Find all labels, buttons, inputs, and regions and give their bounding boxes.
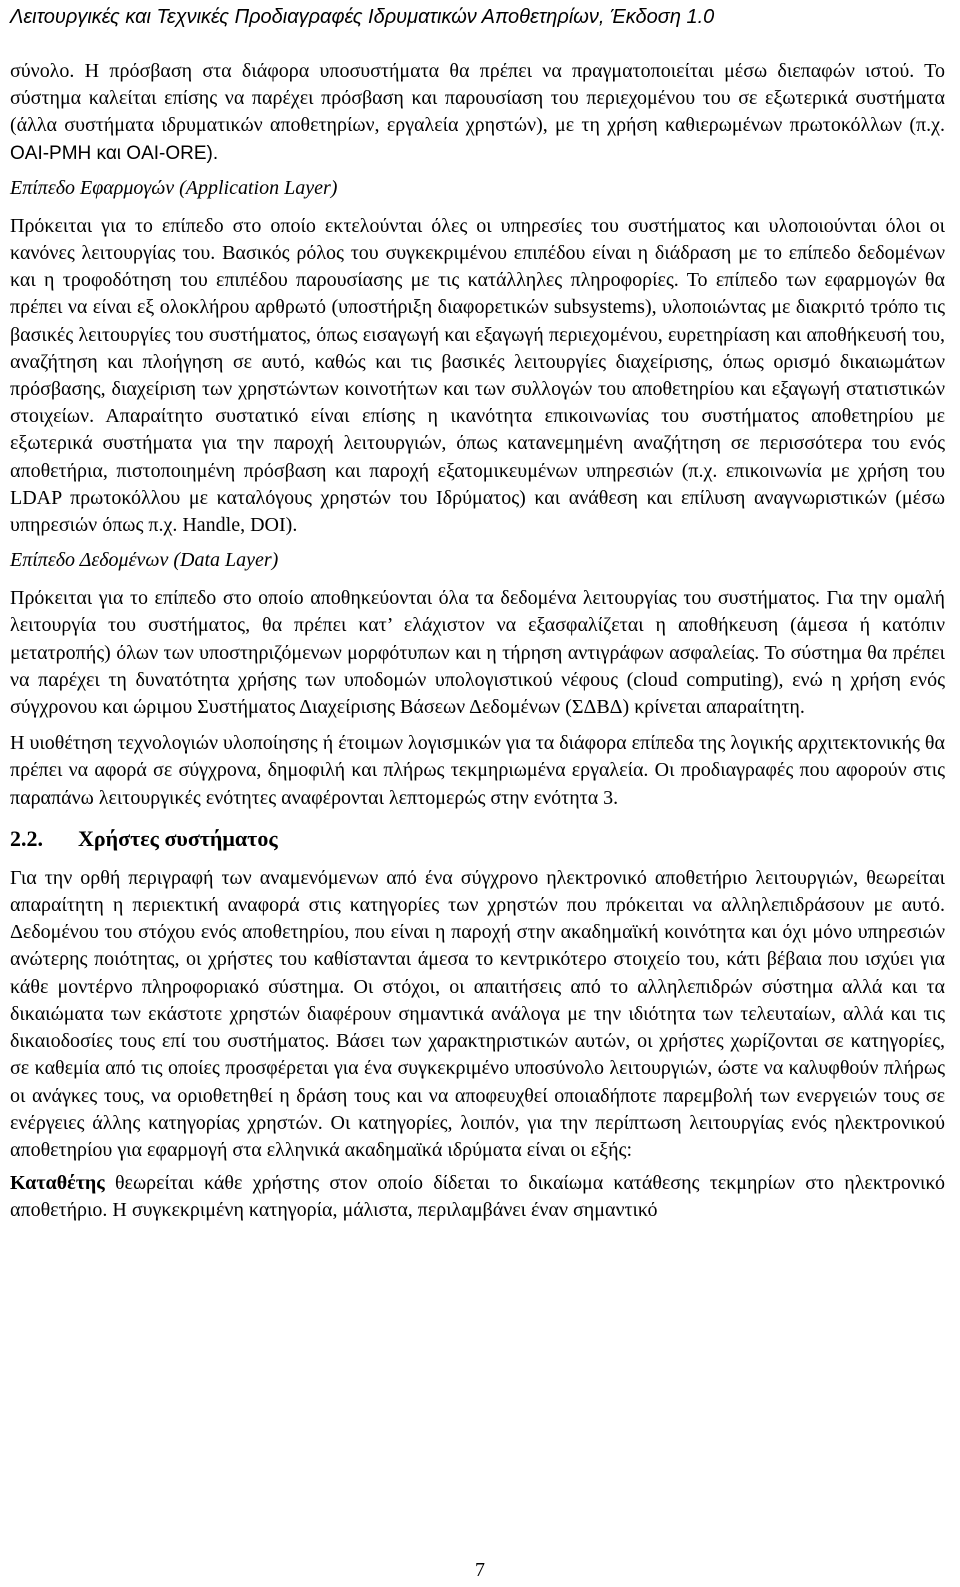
running-header: Λειτουργικές και Τεχνικές Προδιαγραφές Ιδρυματικών Αποθετηρίων, Έκδοση 1.0 bbox=[10, 6, 715, 28]
page-number: 7 bbox=[475, 1559, 485, 1581]
users-paragraph: Για την ορθή περιγραφή των αναμενόμενων από ένα σύγχρονο ηλεκτρονικό αποθετήριο λειτουργιών, θεωρείται απαραίτητη η περιεκτική αναφορά στις κατηγορίες των χρηστών που πρόκειται να αλληλεπιδράσουν με αυτό. Δεδομένου του στόχου ενός αποθετηρίου, που είναι η παροχή στην ακαδημαϊκή κοινότητα και όχι μόνο υπηρεσιών ανώτερης ποιότητας, οι χρήστες του καθίστανται άμεσα το κεντρικότερο στοιχείο του, κάτι βέβαια που ισχύει για κάθε μοντέρνο πληροφοριακό σύστημα. Οι στόχοι, οι απαιτήσεις από το αλληλεπιδρών σύστημα αλλά και τα δικαιώματα των εκάστοτε χρηστών διαφέρουν σημαντικά ανάλογα με την ιδιότητα των τελευταίων, αλλά και τις δικαιοδοσίες τους επί του συστήματος. Βάσει των χαρακτηριστικών αυτών, οι χρήστες χωρίζονται σε κατηγορίες, σε καθεμία από τις οποίες προσφέρεται για ένα συγκεκριμένο υποσύνολο λειτουργιών, ώστε να καλυφθούν πλήρως οι ανάγκες τους, να οριοθετηθεί η δράση τους και να αποφευχθεί οποιαδήποτε παρεμβολή των ενεργειών τους σε ενέργειες άλλης κατηγορίας χρηστών. Οι κατηγορίες, λοιπόν, για την περίπτωση λειτουργίας ενός ηλεκτρονικού αποθετηρίου για εφαρμογή στα ελληνικά ακαδημαϊκά ιδρύματα είναι οι εξής: bbox=[10, 866, 945, 1161]
data-layer-heading: Επίπεδο Δεδομένων (Data Layer) bbox=[10, 549, 279, 572]
depositor-term: Καταθέτης bbox=[10, 1172, 105, 1195]
application-layer-paragraph: Πρόκειται για το επίπεδο στο οποίο εκτελούνται όλες οι υπηρεσίες του συστήματος και υλοποιούνται όλοι οι κανόνες λειτουργίας του. Βασικός ρόλος του συγκεκριμένου επιπέδου είναι η διάδραση με το επίπεδο δεδομένων και η τροφοδότηση του επιπέδου παρουσίασης με τις κατάλληλες πληροφορίες. Το επίπεδο των εφαρμογών θα πρέπει να είναι εξ ολοκλήρου αρθρωτό (υποστήριξη διαφορετικών subsystems), υλοποιώντας με διακριτό τρόπο τις βασικές λειτουργίες του συστήματος, όπως εισαγωγή και εξαγωγή περιεχομένου, ευρετηρίαση και αποθήκευσή του, αναζήτηση και πλοήγηση σε αυτό, καθώς και τις βασικές λειτουργίες διαχείρισης, όπως ορισμό δικαιωμάτων πρόσβασης, διαχείριση των χρηστώντων κοινοτήτων και των συλλογών του αποθετηρίου και εξαγωγή στατιστικών στοιχείων. Απαραίτητο συστατικό είναι επίσης η ικανότητα επικοινωνίας του συστήματος αποθετηρίου με εξωτερικά συστήματα για την παροχή λειτουργιών, όπως κατανεμημένη αναζήτηση σε περισσότερα του ενός αποθετήρια, πιστοποιημένη πρόσβαση και παροχή εξατομικευμένων υπηρεσιών (π.χ. επικοινωνία με χρήση του LDAP πρωτοκόλλου με καταλόγους χρηστών του Ιδρύματος) και ανάθεση και επίλυση αναγνωριστικών (μέσω υπηρεσιών όπως π.χ. Handle, DOI). bbox=[10, 214, 945, 537]
intro-paragraph bbox=[10, 58, 945, 167]
section-number: 2.2. bbox=[10, 825, 43, 851]
intro-text: σύνολο. Η πρόσβαση στα διάφορα υποσυστήματα θα πρέπει να πραγματοποιείται μέσω διεπαφών ιστού. Το σύστημα καλείται επίσης να παρέχει πρόσβαση και παρουσίαση του περιεχομένου του σε εξωτερικά συστήματα (άλλα συστήματα ιδρυματικών αποθετηρίων, εργαλεία χρηστών), με τη χρήση καθιερωμένων πρωτοκόλλων (π.χ. bbox=[10, 60, 945, 137]
technology-paragraph: Η υιοθέτηση τεχνολογιών υλοποίησης ή έτοιμων λογισμικών για τα διάφορα επίπεδα της λογικής αρχιτεκτονικής θα πρέπει να αφορά σε σύγχρονα, δημοφιλή και πλήρως τεκμηριωμένα εργαλεία. Οι προδιαγραφές που αφορούν στις παραπάνω λειτουργικές ενότητες αναφέρονται λεπτομερώς στην ενότητα 3. bbox=[10, 732, 945, 809]
data-layer-paragraph: Πρόκειται για το επίπεδο στο οποίο αποθηκεύονται όλα τα δεδομένα λειτουργίας του συστήματος. Για την ομαλή λειτουργία του συστήματος, θα πρέπει κατ’ ελάχιστον να εξασφαλίζεται η αποθήκευση (άμεσα ή κατόπιν μετατροπής) όλων των υποστηριζόμενων μορφότυπων και η τήρηση αντιγράφων ασφαλείας. Το σύστημα θα πρέπει να παρέχει τη δυνατότητα χρήσης των υποδομών υπολογιστικού νέφους (cloud computing), ενώ η χρήση ενός σύγχρονου και ώριμου Συστήματος Διαχείρισης Βάσεων Δεδομένων (ΣΔΒΔ) κρίνεται απαραίτητη. bbox=[10, 587, 945, 719]
section-title: Χρήστες συστήματος bbox=[78, 825, 278, 851]
depositor-text: θεωρείται κάθε χρήστης στον οποίο δίδεται το δικαίωμα κατάθεσης τεκμηρίων στο ηλεκτρονικό αποθετήριο. Η συγκεκριμένη κατηγορία, μάλιστα, περιλαμβάνει έναν σημαντικό bbox=[10, 1172, 945, 1222]
section-heading bbox=[10, 825, 945, 853]
page-body bbox=[10, 58, 945, 1225]
application-layer-heading: Επίπεδο Εφαρμογών (Application Layer) bbox=[10, 176, 338, 199]
depositor-paragraph bbox=[10, 1170, 945, 1224]
protocols-text: OAI-PMH και OAI-ORE). bbox=[10, 142, 219, 164]
